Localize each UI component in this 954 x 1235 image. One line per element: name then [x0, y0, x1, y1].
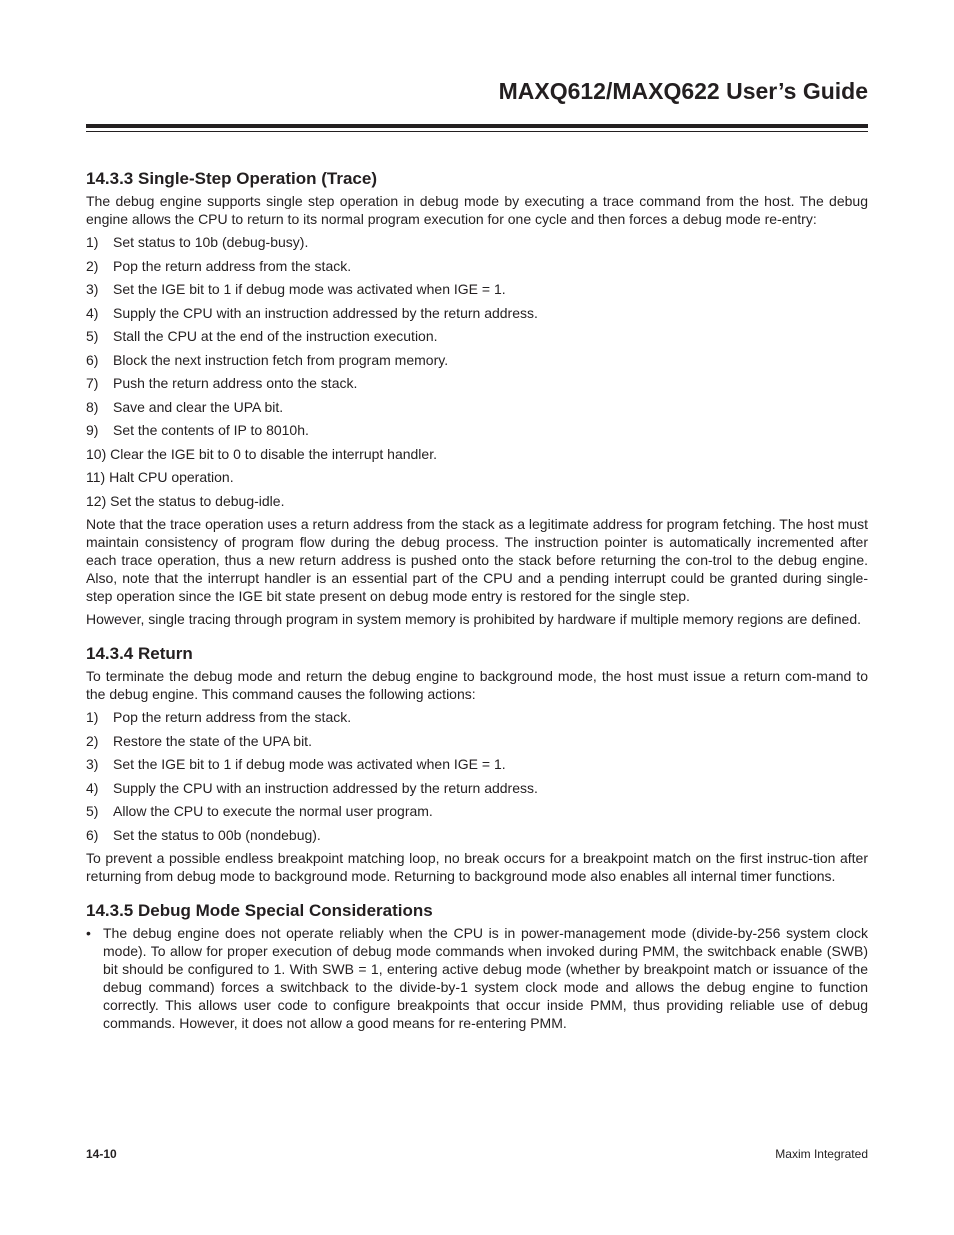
- trace-steps-list: [86, 233, 868, 510]
- list-item: 4) Supply the CPU with an instruction addressed by the return address.: [86, 304, 538, 321]
- return-steps-list: [86, 708, 868, 844]
- page-header-title: MAXQ612/MAXQ622 User’s Guide: [498, 78, 868, 104]
- list-item: 10) Clear the IGE bit to 0 to disable the interrupt handler.: [86, 445, 437, 462]
- section-spacer: [86, 890, 868, 898]
- header-rule-thin: [86, 131, 868, 132]
- list-item: 11) Halt CPU operation.: [86, 469, 234, 485]
- list-item: 7) Push the return address onto the stack.: [86, 375, 358, 391]
- list-item: 4) Supply the CPU with an instruction addressed by the return address.: [86, 779, 538, 796]
- list-item: 6) Block the next instruction fetch from program memory.: [86, 351, 449, 368]
- page-content: [86, 166, 868, 1032]
- section-heading-return: 14.3.4 Return: [86, 644, 193, 663]
- list-item: 9) Set the contents of IP to 8010h.: [86, 422, 309, 438]
- return-intro-paragraph: To terminate the debug mode and return the debug engine to background mode, the host must issue a return com-mand to the debug engine. This command causes the following actions:: [86, 668, 868, 702]
- list-item: 2) Pop the return address from the stack.: [86, 257, 352, 274]
- list-item: 12) Set the status to debug-idle.: [86, 492, 285, 509]
- list-item: • The debug engine does not operate reliably when the CPU is in power-management mode (divide-by-256 system clock mode). To allow for proper execution of debug mode commands when invoked during PMM, the switchback enable (SWB) bit should be configured to 1. With SWB = 1, entering active debug mode (whether by breakpoint match or issuance of the debug command) forces a switchback to the divide-by-1 system clock mode and allows the debug engine to function correctly. This allows user code to configure breakpoints that occur inside PMM, thus providing reliable use of debug commands. However, it does not allow a good means for re-entering PMM.: [86, 925, 868, 1031]
- footer-company: Maxim Integrated: [775, 1147, 868, 1161]
- list-item: 8) Save and clear the UPA bit.: [86, 398, 284, 415]
- section-heading-trace: 14.3.3 Single-Step Operation (Trace): [86, 169, 377, 188]
- footer-page-number: 14-10: [86, 1147, 117, 1161]
- section-return: [86, 641, 868, 885]
- special-considerations-list: [86, 924, 868, 1032]
- list-item: 3) Set the IGE bit to 1 if debug mode was activated when IGE = 1.: [86, 756, 506, 772]
- trace-note-paragraph: Note that the trace operation uses a return address from the stack as a legitimate address for program fetching. The host must maintain consistency of program flow during the debug process. The instruction pointer is automatically incremented after each trace operation, thus a new return address is pushed onto the stack before returning the con-trol to the debug engine. Also, note that the interrupt handler is an essential part of the CPU and a pending interrupt could be granted during single-step operation since the IGE bit state present on debug mode entry is restored for the single step.: [86, 516, 868, 604]
- bullet-icon: •: [86, 925, 91, 941]
- list-item: 1) Set status to 10b (debug-busy).: [86, 234, 309, 250]
- section-spacer: [86, 633, 868, 641]
- list-item: 2) Restore the state of the UPA bit.: [86, 732, 312, 749]
- header-rule-thick: [86, 124, 868, 128]
- list-item: 3) Set the IGE bit to 1 if debug mode was activated when IGE = 1.: [86, 281, 506, 297]
- section-special-considerations: [86, 898, 868, 1032]
- section-trace: [86, 166, 868, 628]
- trace-however-paragraph: However, single tracing through program in system memory is prohibited by hardware if multiple memory regions are defined.: [86, 611, 862, 627]
- trace-intro-paragraph: The debug engine supports single step operation in debug mode by executing a trace command from the host. The debug engine allows the CPU to return to its normal program execution for one cycle and then forces a debug mode re-entry:: [86, 193, 868, 227]
- list-item: 6) Set the status to 00b (nondebug).: [86, 826, 321, 843]
- list-item: 1) Pop the return address from the stack.: [86, 709, 352, 725]
- list-item: 5) Allow the CPU to execute the normal user program.: [86, 803, 433, 819]
- section-heading-special-considerations: 14.3.5 Debug Mode Special Considerations: [86, 901, 433, 920]
- return-note-paragraph: To prevent a possible endless breakpoint matching loop, no break occurs for a breakpoint match on the first instruc-tion after returning from debug mode to background mode. Returning to background mode also enables all internal timer functions.: [86, 850, 868, 884]
- list-item: 5) Stall the CPU at the end of the instruction execution.: [86, 328, 438, 344]
